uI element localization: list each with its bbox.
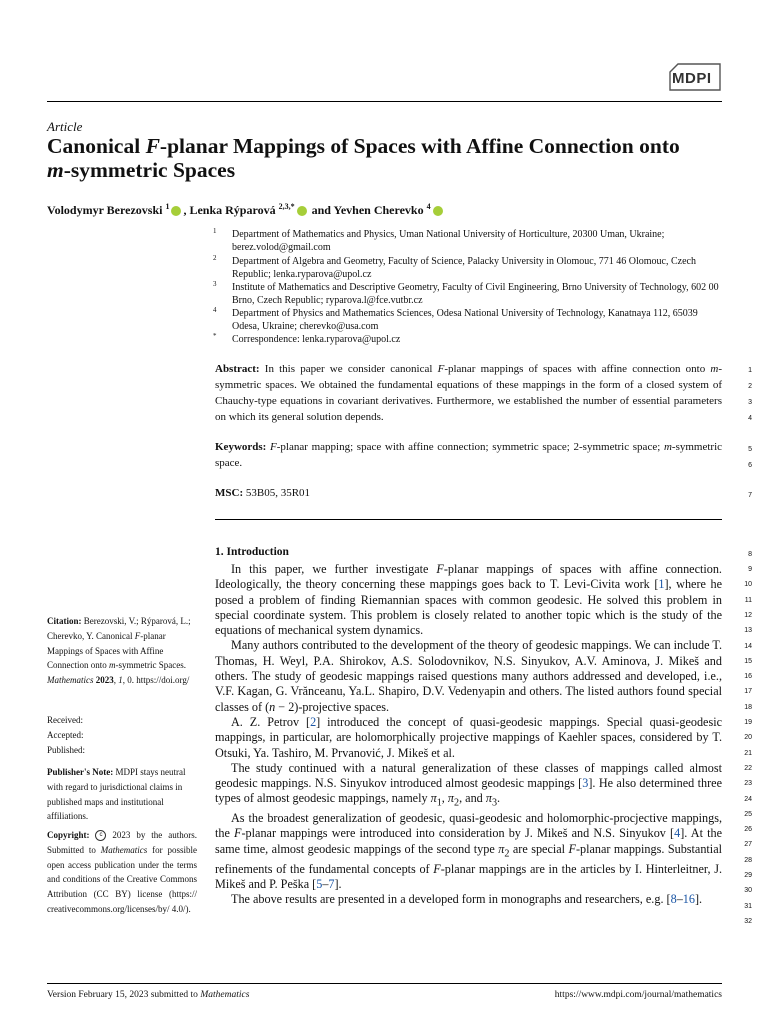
- reference-link[interactable]: 3: [582, 776, 589, 791]
- line-number: 14: [744, 642, 752, 650]
- accepted-date: Accepted:: [47, 730, 84, 740]
- line-number: 15: [744, 657, 752, 665]
- line-number: 23: [744, 780, 752, 788]
- reference-link[interactable]: 2: [310, 714, 317, 729]
- line-number: 3: [748, 399, 752, 406]
- reference-link[interactable]: 8: [670, 892, 677, 907]
- line-number: 24: [744, 795, 752, 803]
- line-number: 22: [744, 764, 752, 772]
- reference-link[interactable]: 1: [658, 577, 665, 592]
- line-number: 26: [744, 826, 752, 834]
- line-number: 25: [744, 810, 752, 818]
- version-note: Version February 15, 2023 submitted to Mathematics: [47, 990, 250, 1000]
- line-number: 31: [744, 902, 752, 910]
- line-number: 19: [744, 719, 752, 726]
- line-number: 21: [744, 749, 752, 757]
- line-number: 5: [748, 446, 752, 453]
- line-number: 1: [748, 367, 752, 374]
- line-number: 28: [744, 856, 752, 864]
- introduction-body: In this paper, we further investigate F-planar mappings of spaces with affine connection. Ideologically, the theory concerning these mappings goes back to T. Levi-Civita work [1], where he posed a problem of finding Riemannian spaces with common geodesic. He solved this problem in special coordinate system. This problem is closely related to another topic which is the study of the equations of mechanical system dynamics. Many authors contributed to the development of the theory of geodesic mappings. We can include T. Thomas, H. Weyl, P.A. Shirokov, A.S. Solodovnikov, N.S. Sinyukov, A.V. Aminova, J. Mikeš and others. The study of geodesic mappings raised questions many authors addressed and developed, i.e., V.F. Kagan, G. Vrănceanu, Ya.L. Shapiro, D.V. Vedenyapin and others. The listed authors found special classes of (n − 2)-projective spaces. A. Z. Petrov [2] introduced the concept of quasi-geodesic mappings. Special quasi-geodesic mappings, in particular, are holomorphically projective mappings of Kaehler spaces, considered by T. Otsuki, Ya. Tashiro, M. Prvanović, J. Mikeš et al. The study continued with a natural generalization of these classes of mappings called almost geodesic mappings. N.S. Sinyukov introduced almost geodesic mappings [3]. He also determined three types of almost geodesic mappings, namely $\pi_1$, $\pi_2$, and $\pi_3$. As the broadest generalization of geodesic, quasi-geodesic and holomorphic-procjective mappings, the F-planar mappings were introduced into consideration by J. Mikeš and N.S. Sinyukov [4]. At the same time, almost geodesic mappings of the second type $\pi_2$ are special F-planar mappings. Substantial refinements of the fundamental concepts of F-planar mappings are in the articles by I. Hinterleitner, J. Mikeš and P. Peška [5–7]. The above results are presented in a developed form in monographs and researchers, e.g. [8–16].: [215, 562, 722, 907]
- orcid-icon[interactable]: [171, 206, 181, 216]
- author-list: Volodymyr Berezovski $^1$ , Lenka Rýparová $^{2,3,*}$ and Yevhen Cherevko $^4$: [47, 202, 445, 218]
- paper-title: Canonical F-planar Mappings of Spaces with Affine Connection onto m-symmetric Spaces: [47, 134, 680, 182]
- line-number: 30: [744, 887, 752, 895]
- orcid-icon[interactable]: [433, 206, 443, 216]
- line-number: 29: [744, 872, 752, 879]
- line-number: 2: [748, 383, 752, 390]
- publisher-note: Publisher's Note: MDPI stays neutral with regard to jurisdictional claims in published maps and institutional affiliations.: [47, 767, 186, 822]
- article-type: Article: [47, 119, 83, 134]
- line-number: 27: [744, 841, 752, 849]
- line-number: 20: [744, 734, 752, 742]
- footer-rule: [47, 983, 722, 984]
- reference-link[interactable]: 5: [316, 876, 323, 891]
- line-number: 11: [744, 596, 752, 604]
- orcid-icon[interactable]: [297, 206, 307, 216]
- citation: Citation: Berezovski, V.; Rýparová, L.; Cherevko, Y. Canonical F-planar Mappings of Spaces with Affine Connection onto m-symmetric Spaces. Mathematics 2023, 1, 0. https://doi.org/: [47, 616, 191, 686]
- line-number: 12: [744, 611, 752, 619]
- line-number: 16: [744, 673, 752, 681]
- line-number: 6: [748, 462, 752, 469]
- abstract-rule: [215, 519, 722, 520]
- line-number: 4: [748, 415, 752, 422]
- keywords: Keywords: F-planar mapping; space with affine connection; symmetric space; 2-symmetric space; m-symmetric space.: [215, 441, 723, 469]
- section-title: 1. Introduction: [215, 546, 289, 558]
- reference-link[interactable]: 16: [682, 892, 695, 907]
- line-number: 8: [748, 551, 752, 558]
- line-number: 17: [744, 688, 752, 696]
- line-number: 7: [748, 492, 752, 499]
- line-number: 18: [744, 703, 752, 711]
- line-number: 32: [744, 917, 752, 925]
- published-date: Published:: [47, 745, 86, 755]
- line-number: 13: [744, 627, 752, 635]
- line-number: 10: [744, 581, 752, 589]
- copyright-icon: c: [95, 830, 106, 841]
- reference-link[interactable]: 7: [328, 876, 335, 891]
- copyright-notice: Copyright: c 2023 by the authors. Submitted to Mathematics for possible open access publication under the terms and conditions of the Creative Commons Attribution (CC BY) license (https:// creativecommons.org/licenses/by/ 4.0/).: [47, 830, 197, 914]
- journal-link[interactable]: https://www.mdpi.com/journal/mathematics: [554, 990, 722, 1000]
- header-rule: [47, 101, 722, 102]
- msc: MSC: 53B05, 35R01: [215, 487, 311, 499]
- mdpi-logo-text: MDPI: [672, 70, 712, 87]
- received-date: Received:: [47, 715, 83, 725]
- line-number: 9: [748, 566, 752, 573]
- abstract: Abstract: In this paper we consider canonical F-planar mappings of spaces with affine connection onto m-symmetric spaces. We obtained the fundamental equations of these mappings in the form of a closed system of Chauchy-type equations in covariant derivatives. Furthermore, we established the number of essential parameters on which its general solution depends.: [215, 363, 723, 423]
- reference-link[interactable]: 4: [674, 826, 681, 841]
